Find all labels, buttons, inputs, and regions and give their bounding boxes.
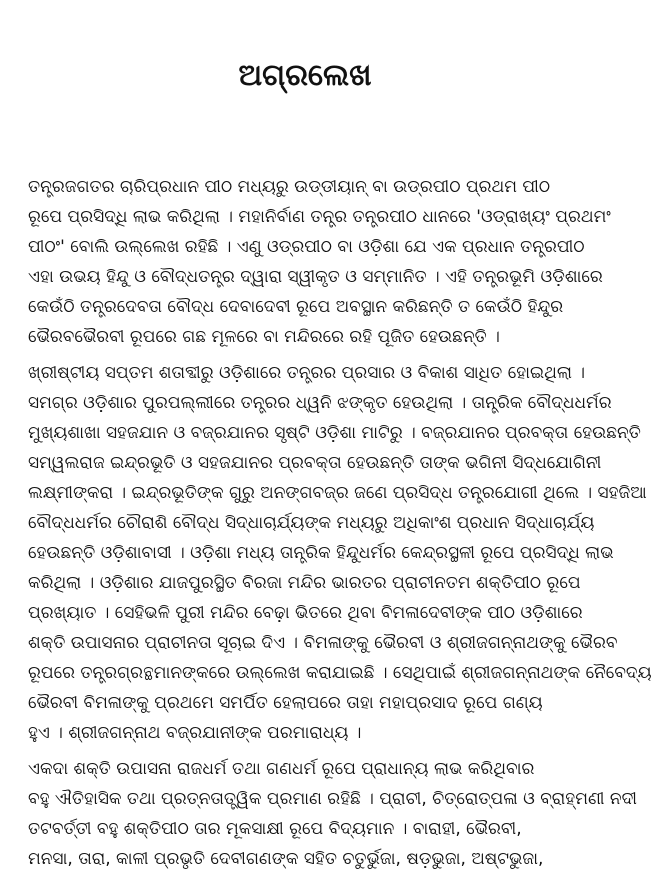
text-line: ମୁଖ୍ୟଶାଖା ସହଜଯାନ ଓ ବଜ୍ରଯାନର ସୃଷ୍ଟି ଓଡ଼ିଶା ମାଟିରୁ । ବଜ୍ରଯାନର ପ୍ରବକ୍ତା ହେଉଛନ୍ତି [28,423,641,443]
paragraph-3 [28,754,638,874]
text-line: ବହୁ ଐତିହାସିକ ତଥା ପ୍ରତ୍ନତାତ୍ତ୍ୱିକ ପ୍ରମାଣ ରହିଛି । ପ୍ରାଚୀ, ଚିତ୍ରୋତ୍ପଳା ଓ ବ୍ରାହ୍ମଣୀ ନଦୀ [28,789,638,809]
text-line: ଏହା ଉଭୟ ହିନ୍ଦୁ ଓ ବୌଦ୍ଧତନ୍ତ୍ର ଦ୍ୱାରା ସ୍ୱୀକୃତ ଓ ସମ୍ମାନିତ । ଏହି ତନ୍ତ୍ରଭୂମି ଓଡ଼ିଶାରେ [28,267,603,287]
text-line: ଭୈରବଭୈରବୀ ରୂପରେ ଗଛ ମୂଳରେ ବା ମନ୍ଦିରରେ ରହି ପୂଜିତ ହେଉଛନ୍ତି । [28,327,500,347]
paragraph-1 [28,172,611,352]
page-title: ଅଗ୍ରଲେଖ [238,58,372,93]
text-line: ରୂପେ ପ୍ରସିଦ୍ଧି ଲାଭ କରିଥିଲା । ମହାନିର୍ବାଣ ତନ୍ତ୍ର ତନ୍ତ୍ରପୀଠ ଧାନରେ 'ଓଡ୍ରାଖ୍ୟଂ ପ୍ରଥମଂ [28,207,611,227]
text-line: ଶକ୍ତି ଉପାସନାର ପ୍ରାଚୀନତା ସୂଚାଇ ଦିଏ । ବିମଳାଙ୍କୁ ଭୈରବୀ ଓ ଶ୍ରୀଜଗନ୍ନାଥଙ୍କୁ ଭୈରବ [28,633,618,653]
text-line: ଭୈରବୀ ବିମଳାଙ୍କୁ ପ୍ରଥମେ ସମର୍ପିତ ହେଲାପରେ ତାହା ମହାପ୍ରସାଦ ରୂପେ ଗଣ୍ୟ [28,693,543,713]
text-line: ହୁଏ । ଶ୍ରୀଜଗନ୍ନାଥ ବଜ୍ରଯାନୀଙ୍କ ପରମାରାଧ୍ୟ । [28,723,362,743]
text-line: ମନସା, ତାରା, କାଳୀ ପ୍ରଭୃତି ଦେବୀଗଣଙ୍କ ସହିତ ଚତୁର୍ଭୁଜା, ଷଡ଼ଭୁଜା, ଅଷ୍ଟଭୁଜା, [28,849,544,869]
text-line: ତନ୍ତ୍ରଜଗତର ଚାରିପ୍ରଧାନ ପୀଠ ମଧ୍ୟରୁ ଉଡ୍ଡୀୟାନ୍ ବା ଉଡ୍ରପୀଠ ପ୍ରଥମ ପୀଠ [28,177,551,197]
text-line: କରିଥିଲା । ଓଡ଼ିଶାର ଯାଜପୁରସ୍ଥିତ ବିରଜା ମନ୍ଦିର ଭାରତର ପ୍ରାଚୀନତମ ଶକ୍ତିପୀଠ ରୂପେ [28,573,581,593]
text-line: ତଟବର୍ତ୍ତୀ ବହୁ ଶକ୍ତିପୀଠ ତାର ମୂକସାକ୍ଷୀ ରୂପେ ବିଦ୍ୟମାନ । ବାରାହୀ, ଭୈରବୀ, [28,819,522,839]
paragraph-2 [28,358,652,748]
text-line: ଲକ୍ଷ୍ମୀଙ୍କରା । ଇନ୍ଦ୍ରଭୂତିଙ୍କ ଗୁରୁ ଅନଙ୍ଗବଜ୍ର ଜଣେ ପ୍ରସିଦ୍ଧ ତନ୍ତ୍ରଯୋଗୀ ଥିଲେ । ସହଜିଆ [28,483,647,503]
text-line: କେଉଁଠି ତନ୍ତ୍ରଦେବତା ବୌଦ୍ଧ ଦେବାଦେବୀ ରୂପେ ଅବସ୍ଥାନ କରିଛନ୍ତି ତ କେଉଁଠି ହିନ୍ଦୁର [28,297,564,317]
text-line: ପ୍ରଖ୍ୟାତ । ସେହିଭଳି ପୁରୀ ମନ୍ଦିର ବେଢ଼ା ଭିତରେ ଥିବା ବିମଳାଦେବୀଙ୍କ ପୀଠ ଓଡ଼ିଶାରେ [28,603,583,623]
text-line: ହେଉଛନ୍ତି ଓଡ଼ିଶାବାସୀ । ଓଡ଼ିଶା ମଧ୍ୟ ତାନ୍ତ୍ରିକ ହିନ୍ଦୁଧର୍ମର କେନ୍ଦ୍ରସ୍ଥଳୀ ରୂପେ ପ୍ରସିଦ୍ଧି ଲାଭ [28,543,614,563]
text-line: ବୌଦ୍ଧଧର୍ମର ଚୌରାଶି ବୌଦ୍ଧ ସିଦ୍ଧାଚାର୍ଯ୍ୟଙ୍କ ମଧ୍ୟରୁ ଅଧିକାଂଶ ପ୍ରଧାନ ସିଦ୍ଧାଚାର୍ଯ୍ୟ [28,513,595,533]
text-line: ପୀଠଂ' ବୋଲି ଉଲ୍ଲେଖ ରହିଛି । ଏଣୁ ଓଡ୍ରପୀଠ ବା ଓଡ଼ିଶା ଯେ ଏକ ପ୍ରଧାନ ତନ୍ତ୍ରପୀଠ [28,237,585,257]
text-line: ଖ୍ରୀଷ୍ଟୀୟ ସପ୍ତମ ଶତାବ୍ଦୀରୁ ଓଡ଼ିଶାରେ ତନ୍ତ୍ରର ପ୍ରସାର ଓ ବିକାଶ ସାଧିତ ହୋଇଥିଲା । [28,363,586,383]
text-line: ସମଗ୍ର ଓଡ଼ିଶାର ପୁରପଲ୍ଲୀରେ ତନ୍ତ୍ରର ଧ୍ୱନି ଝଙ୍କୃତ ହେଉଥିଲା । ତାନ୍ତ୍ରିକ ବୌଦ୍ଧଧର୍ମର [28,393,612,413]
text-line: ସମ୍ୱଲରାଜ ଇନ୍ଦ୍ରଭୂତି ଓ ସହଜଯାନର ପ୍ରବକ୍ତା ହେଉଛନ୍ତି ତାଙ୍କ ଭଗିନୀ ସିଦ୍ଧଯୋଗିନୀ [28,453,602,473]
text-line: ଏକଦା ଶକ୍ତି ଉପାସନା ରାଜଧର୍ମ ତଥା ଗଣଧର୍ମ ରୂପେ ପ୍ରାଧାନ୍ୟ ଲାଭ କରିଥିବାର [28,759,535,779]
text-line: ରୂପରେ ତନ୍ତ୍ରଗ୍ରନ୍ଥମାନଙ୍କରେ ଉଲ୍ଲେଖ କରାଯାଇଛି । ସେଥିପାଇଁ ଶ୍ରୀଜଗନ୍ନାଥଙ୍କ ନୈବେଦ୍ୟ [28,663,652,683]
